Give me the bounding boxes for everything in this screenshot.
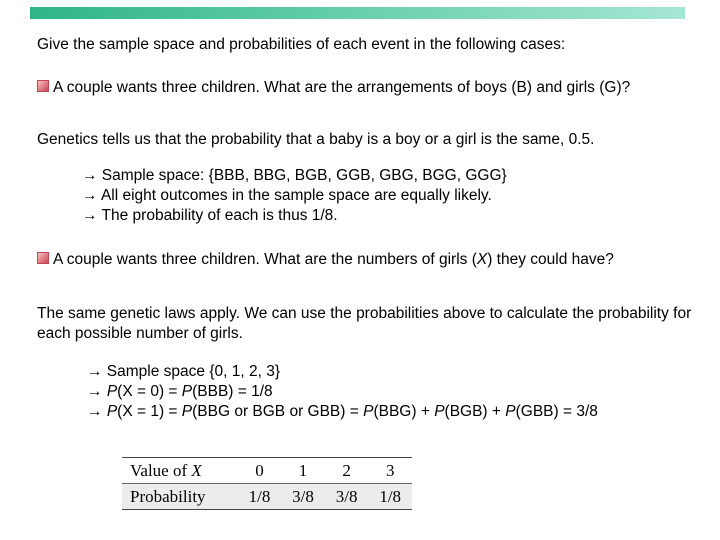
probability-cell: 3/8 [281,484,325,510]
row-label-probability: Probability [122,484,238,510]
case1-bullet-paragraph [37,78,692,98]
case1-bullet-text: A couple wants three children. What are the arrangements of boys (B) and girls (G)? [53,79,631,96]
case2-explanation: The same genetic laws apply. We can use the probabilities above to calculate the probability for each possible number of girls. [37,305,692,342]
case2-line: → P(X = 0) = P(BBB) = 1/8 [87,383,273,400]
probability-table [122,457,412,510]
case1-line: → All eight outcomes in the sample space are equally likely. [82,187,492,204]
case1-explanation: Genetics tells us that the probability that a baby is a boy or a girl is the same, 0.5. [37,131,595,148]
value-cell: 3 [368,458,412,484]
table-row-values [122,458,412,484]
table-row-probabilities [122,484,412,510]
heading: Give the sample space and probabilities of each event in the following cases: [37,36,566,53]
value-cell: 2 [325,458,369,484]
probability-cell: 3/8 [325,484,369,510]
probability-cell: 1/8 [238,484,282,510]
probability-cell: 1/8 [368,484,412,510]
bullet-square-icon [37,252,49,264]
case2-bullet-paragraph: A couple wants three children. What are the numbers of girls (X) they could have? [37,250,677,270]
title-accent-bar [30,7,685,19]
value-cell: 1 [281,458,325,484]
bullet-square-icon [37,80,49,92]
row-label-value: Value of X [122,458,238,484]
case2-line: → P(X = 1) = P(BBG or BGB or GBB) = P(BBG) + P(BGB) + P(GBB) = 3/8 [87,403,598,420]
case1-line: → Sample space: {BBB, BBG, BGB, GGB, GBG, BGG, GGG} [82,167,507,184]
case1-line: → The probability of each is thus 1/8. [82,207,338,224]
value-cell: 0 [238,458,282,484]
case1-results [82,166,507,226]
case2-line: → Sample space {0, 1, 2, 3} [87,363,281,380]
case2-results [87,362,598,422]
